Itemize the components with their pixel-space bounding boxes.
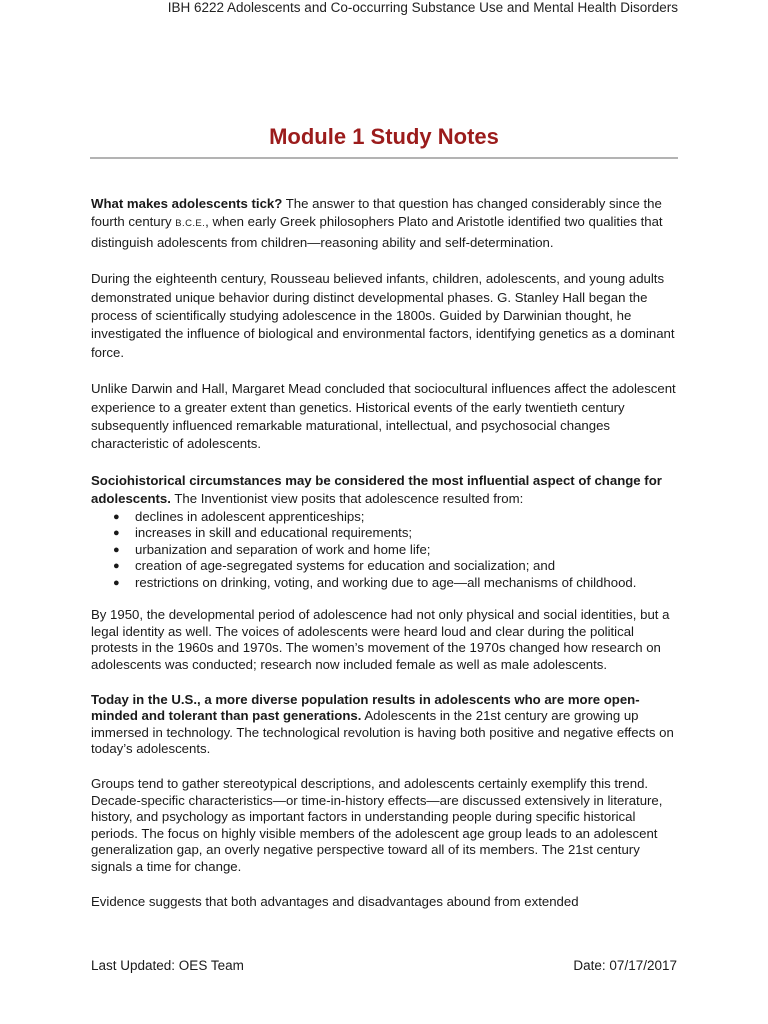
list-item xyxy=(91,575,681,592)
paragraph-text: Adolescents in the 21st century are growing up immersed in technology. The technological revolution is having both positive and negative effects on today’s adolescents. xyxy=(91,708,674,757)
paragraph-eighteenth-century: During the eighteenth century, Rousseau believed infants, children, adolescents, and young adults demonstrated unique behavior during distinct developmental phases. G. Stanley Hall began the process of scientifically studying adolescence in the 1800s. Guided by Darwinian thought, he investigated the influence of biological and environmental factors, identifying genetics as a dominant force. xyxy=(91,271,675,360)
list-item xyxy=(91,509,681,526)
paragraph-text: The Inventionist view posits that adolescence resulted from: xyxy=(170,491,524,507)
paragraph-margaret-mead: Unlike Darwin and Hall, Margaret Mead concluded that sociocultural influences affect the adolescent experience to a greater extent than genetics. Historical events of the early twentieth century subsequently influenced remarkable maturational, intellectual, and psychosocial changes characteristic of adolescents. xyxy=(91,381,676,452)
running-header: IBH 6222 Adolescents and Co-occurring Substance Use and Mental Health Disorders xyxy=(167,0,678,15)
footer-date: Date: 07/17/2017 xyxy=(573,958,677,973)
list-item xyxy=(91,542,681,559)
footer-last-updated: Last Updated: OES Team xyxy=(91,958,244,973)
paragraph-lead: Today in the U.S., a more diverse population results in adolescents who are more open-minded and tolerant than past generations. xyxy=(91,691,640,724)
list-item-text: increases in skill and educational requirements; xyxy=(135,525,413,541)
list-item xyxy=(91,525,681,542)
paragraph-stereotypes: Groups tend to gather stereotypical descriptions, and adolescents certainly exemplify this trend. Decade-specific characteristics—or time-in-history effects—are discussed extensively in literature, history, and psychology as important factors in understanding people during specific historical periods. The focus on highly visible members of the adolescent age group leads to an adolescent generalization gap, an overly negative perspective toward all of its members. The 21st century signals a time for change. xyxy=(91,775,663,874)
paragraph-lead: What makes adolescents tick? xyxy=(91,196,283,211)
page-title: Module 1 Study Notes xyxy=(269,124,499,149)
paragraph-lead: Sociohistorical circumstances may be considered the most influential aspect of change for adolescents. xyxy=(91,472,662,507)
bullet-icon: ● xyxy=(113,527,120,540)
paragraph-evidence: Evidence suggests that both advantages and disadvantages abound from extended xyxy=(91,893,579,909)
bullet-icon: ● xyxy=(113,576,120,589)
list-item-text: creation of age-segregated systems for education and socialization; and xyxy=(135,558,556,574)
paragraph-1950: By 1950, the developmental period of adolescence had not only physical and social identities, but a legal identity as well. The voices of adolescents were heard loud and clear during the political protests in the 1960s and 1970s. The women’s movement of the 1970s changed how research on adolescents was conducted; research now included female as well as male adolescents. xyxy=(91,607,670,672)
list-item-text: declines in adolescent apprenticeships; xyxy=(135,508,365,524)
document-body xyxy=(91,195,681,928)
bullet-icon: ● xyxy=(113,510,120,523)
bullet-icon: ● xyxy=(113,560,120,573)
paragraph-sociohistorical xyxy=(91,472,681,509)
list-item-text: restrictions on drinking, voting, and working due to age—all mechanisms of childhood. xyxy=(135,574,637,590)
era-abbreviation: B.C.E. xyxy=(175,218,206,230)
paragraph-text: , when early Greek philosophers Plato and Aristotle identified two qualities that distinguish adolescents from children—reasoning ability and self-determination. xyxy=(91,214,663,250)
paragraph-intro xyxy=(91,195,681,252)
list-item-text: urbanization and separation of work and home life; xyxy=(135,541,431,557)
paragraph-text: The answer to that question has changed considerably since the fourth century xyxy=(91,196,662,230)
paragraph-today-us xyxy=(91,692,681,758)
inventionist-list xyxy=(91,509,681,592)
list-item xyxy=(91,558,681,575)
title-divider xyxy=(90,157,678,159)
bullet-icon: ● xyxy=(113,543,120,556)
